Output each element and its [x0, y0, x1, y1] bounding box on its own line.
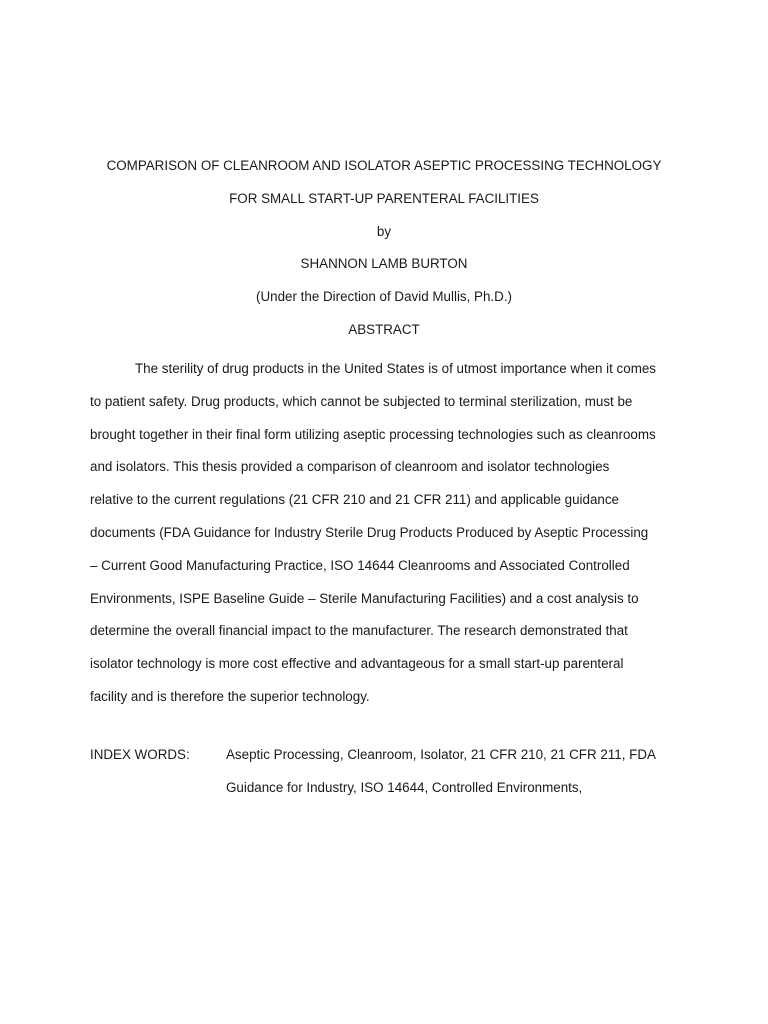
abstract-line: facility and is therefore the superior technology.: [90, 688, 370, 704]
abstract-line: brought together in their final form utilizing aseptic processing technologies such as cleanrooms: [90, 426, 656, 442]
by-line: by: [376, 224, 392, 239]
index-words-line: Aseptic Processing, Cleanroom, Isolator, 21 CFR 210, 21 CFR 211, FDA: [226, 747, 656, 762]
abstract-line: – Current Good Manufacturing Practice, ISO 14644 Cleanrooms and Associated Controlled: [90, 557, 630, 573]
abstract-line: The sterility of drug products in the United States is of utmost importance when it comes: [135, 361, 656, 376]
abstract-line: to patient safety. Drug products, which cannot be subjected to terminal sterilization, must be: [90, 393, 633, 409]
author-name: SHANNON LAMB BURTON: [300, 256, 468, 271]
abstract-line: relative to the current regulations (21 CFR 210 and 21 CFR 211) and applicable guidance: [90, 492, 619, 508]
index-words-line: Guidance for Industry, ISO 14644, Controlled Environments,: [226, 779, 583, 795]
abstract-line: isolator technology is more cost effective and advantageous for a small start-up parenteral: [90, 656, 624, 672]
abstract-heading: ABSTRACT: [348, 322, 420, 337]
abstract-body: [90, 353, 680, 714]
abstract-line: and isolators. This thesis provided a comparison of cleanroom and isolator technologies: [90, 459, 610, 475]
title-line-2: FOR SMALL START-UP PARENTERAL FACILITIES: [229, 191, 539, 206]
abstract-line: Environments, ISPE Baseline Guide – Sterile Manufacturing Facilities) and a cost analysis to: [90, 590, 639, 606]
index-words-list: [226, 739, 686, 804]
title-line-1: COMPARISON OF CLEANROOM AND ISOLATOR ASEPTIC PROCESSING TECHNOLOGY: [106, 158, 662, 173]
abstract-line: determine the overall financial impact to the manufacturer. The research demonstrated that: [90, 623, 628, 639]
direction-line: (Under the Direction of David Mullis, Ph.D.): [256, 289, 512, 304]
abstract-line: documents (FDA Guidance for Industry Sterile Drug Products Produced by Aseptic Processing: [90, 524, 649, 540]
index-words-label: INDEX WORDS:: [90, 747, 190, 762]
